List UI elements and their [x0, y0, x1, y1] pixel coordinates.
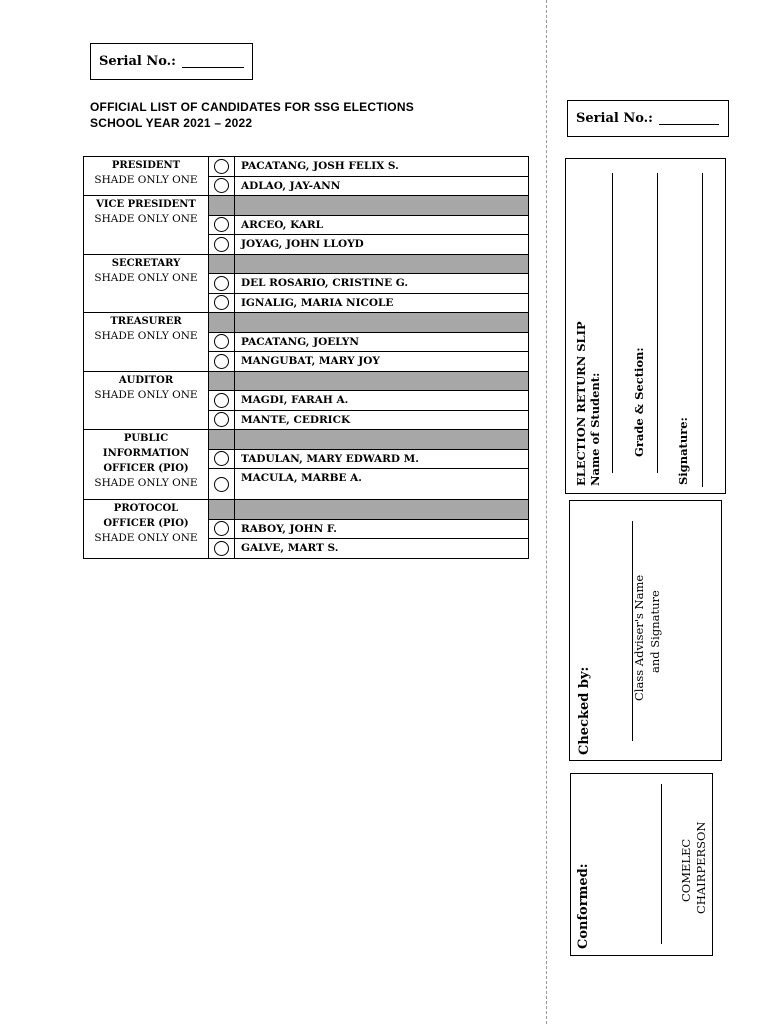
adviser-caption-line-1: Class Adviser's Name	[632, 574, 646, 701]
signature-line	[702, 173, 703, 487]
serial-number-line	[182, 55, 244, 68]
position-cell	[84, 430, 209, 500]
position-name: OFFICER (PIO)	[103, 518, 189, 529]
vote-oval-cell	[209, 332, 235, 352]
gray-spacer	[235, 313, 529, 333]
comelec-caption-line-1: COMELEC	[679, 838, 693, 902]
candidate-name: RABOY, JOHN F.	[235, 519, 529, 539]
vote-oval-cell	[209, 274, 235, 294]
position-name: AUDITOR	[118, 374, 174, 386]
vote-oval[interactable]	[214, 178, 229, 193]
vote-oval-cell	[209, 449, 235, 469]
shade-instruction: SHADE ONLY ONE	[94, 271, 198, 284]
vote-oval-cell	[209, 469, 235, 500]
slip-serial-number-label: Serial No.:	[576, 111, 653, 126]
gray-spacer	[235, 196, 529, 216]
candidate-name: MACULA, MARBE A.	[235, 469, 529, 500]
candidate-name: PACATANG, JOSH FELIX S.	[235, 157, 529, 177]
candidate-name: ADLAO, JAY-ANN	[235, 176, 529, 196]
vote-oval[interactable]	[214, 217, 229, 232]
return-slip-title: ELECTION RETURN SLIP	[574, 321, 588, 486]
vote-oval[interactable]	[214, 354, 229, 369]
vote-oval[interactable]	[214, 451, 229, 466]
vote-oval[interactable]	[214, 541, 229, 556]
comelec-caption-line-2: CHAIRPERSON	[694, 821, 708, 914]
vote-oval[interactable]	[214, 521, 229, 536]
candidate-name: ARCEO, KARL	[235, 215, 529, 235]
position-name: TREASURER	[110, 316, 182, 327]
gray-spacer	[235, 371, 529, 391]
candidate-name: MANTE, CEDRICK	[235, 410, 529, 430]
gray-spacer	[235, 254, 529, 274]
position-name: PUBLIC	[123, 433, 169, 444]
vote-oval-cell	[209, 519, 235, 539]
vote-oval-cell	[209, 352, 235, 372]
position-name: VICE PRESIDENT	[96, 199, 196, 210]
candidate-name: DEL ROSARIO, CRISTINE G.	[235, 274, 529, 294]
serial-number-box	[90, 43, 253, 80]
candidate-name: JOYAG, JOHN LLOYD	[235, 235, 529, 255]
shade-instruction: SHADE ONLY ONE	[94, 477, 198, 489]
candidate-name: IGNALIG, MARIA NICOLE	[235, 293, 529, 313]
position-name: PRESIDENT	[111, 160, 181, 171]
candidate-name: MANGUBAT, MARY JOY	[235, 352, 529, 372]
vote-oval-cell	[209, 293, 235, 313]
checked-by-label: Checked by:	[577, 666, 592, 755]
position-cell	[84, 371, 209, 430]
vote-oval[interactable]	[214, 477, 229, 492]
vote-oval-cell	[209, 157, 235, 177]
ballot-title-line-2: SCHOOL YEAR 2021 – 2022	[90, 116, 253, 130]
gray-spacer	[235, 430, 529, 450]
vote-oval[interactable]	[214, 393, 229, 408]
student-name-label: Name of Student:	[588, 372, 602, 486]
gray-spacer	[209, 430, 235, 450]
slip-serial-number-box	[567, 100, 729, 137]
gray-spacer	[209, 371, 235, 391]
ballot-title	[90, 99, 414, 131]
signature-label: Signature:	[676, 417, 690, 485]
ballot-title-line-1: OFFICIAL LIST OF CANDIDATES FOR SSG ELECTIONS	[90, 100, 414, 114]
position-name: OFFICER (PIO)	[103, 463, 189, 474]
slip-serial-number-line	[659, 112, 719, 125]
candidate-name: PACATANG, JOELYN	[235, 332, 529, 352]
candidate-name: MAGDI, FARAH A.	[235, 391, 529, 411]
grade-section-line	[657, 173, 658, 473]
shade-instruction: SHADE ONLY ONE	[94, 532, 198, 544]
student-name-line	[612, 173, 613, 473]
vote-oval[interactable]	[214, 159, 229, 174]
candidates-table	[83, 156, 529, 559]
serial-number-label: Serial No.:	[99, 54, 176, 69]
candidate-name: TADULAN, MARY EDWARD M.	[235, 449, 529, 469]
vote-oval[interactable]	[214, 412, 229, 427]
gray-spacer	[209, 313, 235, 333]
position-cell	[84, 196, 209, 255]
shade-instruction: SHADE ONLY ONE	[94, 213, 198, 225]
shade-instruction: SHADE ONLY ONE	[94, 330, 198, 342]
cut-line	[546, 0, 547, 1024]
vote-oval-cell	[209, 215, 235, 235]
adviser-caption-line-2: and Signature	[648, 590, 662, 673]
position-cell	[84, 157, 209, 196]
candidate-name: GALVE, MART S.	[235, 539, 529, 559]
gray-spacer	[209, 500, 235, 520]
position-cell	[84, 313, 209, 372]
position-name: INFORMATION	[102, 448, 190, 459]
position-cell	[84, 254, 209, 313]
gray-spacer	[209, 196, 235, 216]
conformed-label: Conformed:	[576, 863, 591, 949]
gray-spacer	[235, 500, 529, 520]
vote-oval-cell	[209, 391, 235, 411]
vote-oval[interactable]	[214, 295, 229, 310]
vote-oval[interactable]	[214, 276, 229, 291]
checked-by-box	[569, 500, 722, 761]
election-return-slip	[565, 158, 726, 494]
vote-oval-cell	[209, 176, 235, 196]
vote-oval-cell	[209, 539, 235, 559]
shade-instruction: SHADE ONLY ONE	[94, 174, 198, 186]
conformed-box	[570, 773, 713, 956]
grade-section-label: Grade & Section:	[632, 347, 646, 457]
vote-oval[interactable]	[214, 334, 229, 349]
gray-spacer	[209, 254, 235, 274]
position-name: PROTOCOL	[113, 503, 179, 514]
comelec-signature-line	[661, 784, 662, 944]
vote-oval[interactable]	[214, 237, 229, 252]
position-name: SECRETARY	[111, 257, 181, 269]
shade-instruction: SHADE ONLY ONE	[94, 388, 198, 401]
vote-oval-cell	[209, 410, 235, 430]
vote-oval-cell	[209, 235, 235, 255]
position-cell	[84, 500, 209, 559]
